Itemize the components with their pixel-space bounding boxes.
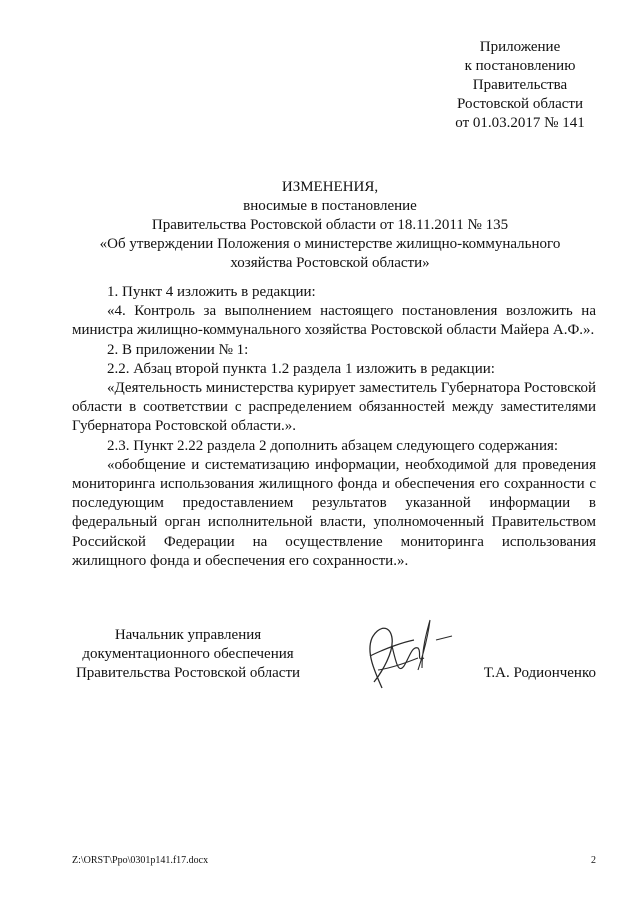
appendix-line: Приложение	[479, 39, 561, 55]
signatory-position	[68, 626, 308, 683]
appendix-line: к постановлению	[464, 58, 576, 74]
title-heading: ИЗМЕНЕНИЯ,	[281, 179, 379, 195]
document-body	[72, 283, 596, 571]
paragraph: «обобщение и систематизацию информации, необходимой для проведения мониторинга использования жилищного фонда и обеспечения его сохранности с последующим предоставлением результатов указанной информации в федеральный орган исполнительной власти, уполномоченный Правительством Российской Федерации на осуществление мониторинга использования жилищного фонда и обеспечения его сохранности.».	[72, 456, 596, 569]
appendix-header	[420, 38, 620, 133]
title-line: вносимые в постановление	[243, 198, 417, 214]
appendix-line: Ростовской области	[457, 96, 583, 112]
paragraph: «4. Контроль за выполнением настоящего постановления возложить на министра жилищно-коммунального хозяйства Ростовской области Майера А.Ф.».	[72, 303, 596, 339]
appendix-line: Правительства	[472, 77, 568, 93]
position-line: Правительства Ростовской области	[75, 665, 301, 681]
paragraph: 2. В приложении № 1:	[107, 341, 249, 358]
paragraph: 2.2. Абзац второй пункта 1.2 раздела 1 изложить в редакции:	[107, 360, 495, 377]
file-path: Z:\ORST\Ppo\0301p141.f17.docx	[72, 855, 209, 866]
handwritten-signature	[352, 612, 462, 698]
paragraph: 1. Пункт 4 изложить в редакции:	[107, 284, 316, 300]
position-line: Начальник управления	[114, 627, 262, 643]
title-line: «Об утверждении Положения о министерстве жилищно-коммунального	[99, 236, 561, 252]
position-line: документационного обеспечения	[82, 646, 294, 662]
paragraph: 2.3. Пункт 2.22 раздела 2 дополнить абзацем следующего содержания:	[107, 437, 559, 454]
paragraph: «Деятельность министерства курирует заместитель Губернатора Ростовской области в соответствии с распределением обязанностей между заместителями Губернатора Ростовской области.».	[72, 380, 596, 435]
title-line: Правительства Ростовской области от 18.11.2011 № 135	[151, 217, 509, 233]
document-title	[60, 178, 600, 273]
signatory-name: Т.А. Родионченко	[483, 665, 596, 681]
page-number: 2	[591, 855, 596, 866]
appendix-line: от 01.03.2017 № 141	[455, 115, 585, 131]
title-line: хозяйства Ростовской области»	[230, 255, 430, 271]
